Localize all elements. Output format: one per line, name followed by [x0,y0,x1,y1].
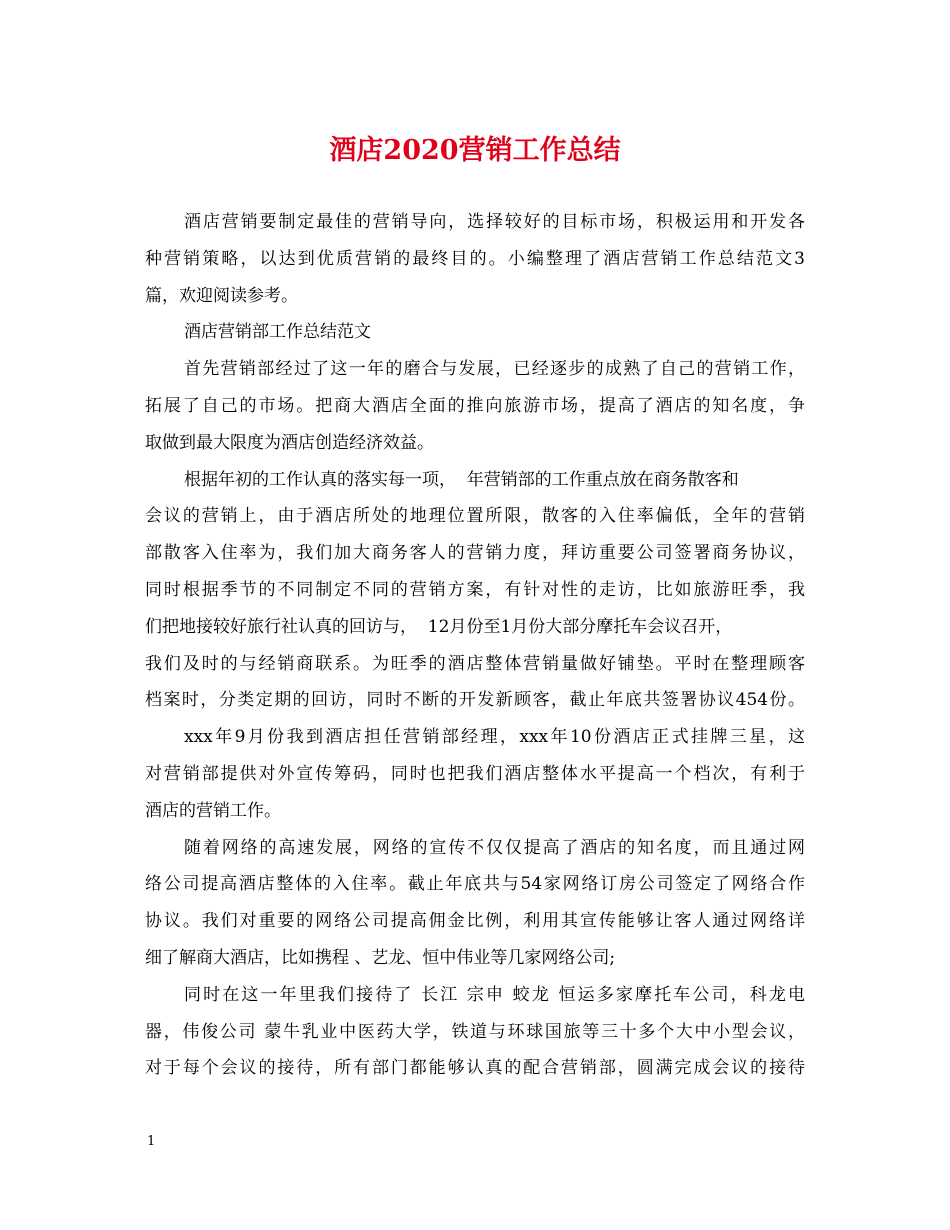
body-line: 拓展了自己的市场。把商大酒店全面的推向旅游市场，提高了酒店的知名度，争 [145,395,805,416]
body-line: 酒店的营销工作。 [145,800,281,821]
body-line: 同时根据季节的不同制定不同的营销方案，有针对性的走访，比如旅游旺季，我 [145,579,805,600]
body-line: 我们及时的与经销商联系。为旺季的酒店整体营销量做好铺垫。平时在整理顾客 [145,653,805,674]
body-line: 会议的营销上，由于酒店所处的地理位置所限，散客的入住率偏低，全年的营销 [145,506,805,527]
body-line: 对于每个会议的接待，所有部门都能够认真的配合营销部，圆满完成会议的接待 [145,1058,805,1079]
body-line: 细了解商大酒店，比如携程 、艺龙、恒中伟业等几家网络公司; [145,947,616,968]
body-line: 部散客入住率为，我们加大商务客人的营销力度，拜访重要公司签署商务协议， [145,543,805,564]
body-line: 篇，欢迎阅读参考。 [145,285,298,306]
body-line: 随着网络的高速发展，网络的宣传不仅仅提高了酒店的知名度，而且通过网 [184,837,805,858]
body-line: 们把地接较好旅行社认真的回访与， 12月份至1月份大部分摩托车会议召开， [145,616,733,637]
body-line: 协议。我们对重要的网络公司提高佣金比例，利用其宣传能够让客人通过网络详 [145,911,805,932]
document-body [145,204,805,1087]
document-title: 酒店2020营销工作总结 [329,135,621,166]
body-line: 首先营销部经过了这一年的磨合与发展，已经逐步的成熟了自己的营销工作， [184,359,805,380]
body-line: 同时在这一年里我们接待了 长江 宗申 蛟龙 恒运多家摩托车公司，科龙电 [184,984,805,1005]
body-line: 络公司提高酒店整体的入住率。截止年底共与54家网络订房公司签定了网络合作 [145,874,805,895]
body-line: 器，伟俊公司 蒙牛乳业中医药大学，铁道与环球国旅等三十多个大中小型会议， [145,1021,805,1042]
body-line: 档案时，分类定期的回访，同时不断的开发新顾客，截止年底共签署协议454份。 [145,690,805,711]
page-number: 1 [147,1134,156,1149]
body-line: 酒店营销要制定最佳的营销导向，选择较好的目标市场，积极运用和开发各 [184,212,805,232]
body-line: 种营销策略，以达到优质营销的最终目的。小编整理了酒店营销工作总结范文3 [145,248,805,269]
body-line: 根据年初的工作认真的落实每一项， 年营销部的工作重点放在商务散客和 [184,469,739,490]
body-line: 对营销部提供对外宣传筹码，同时也把我们酒店整体水平提高一个档次，有利于 [145,763,805,784]
body-line: 取做到最大限度为酒店创造经济效益。 [145,432,434,453]
section-heading: 酒店营销部工作总结范文 [184,322,371,343]
body-line: xxx年9月份我到酒店担任营销部经理，xxx年10份酒店正式挂牌三星，这 [184,727,805,748]
